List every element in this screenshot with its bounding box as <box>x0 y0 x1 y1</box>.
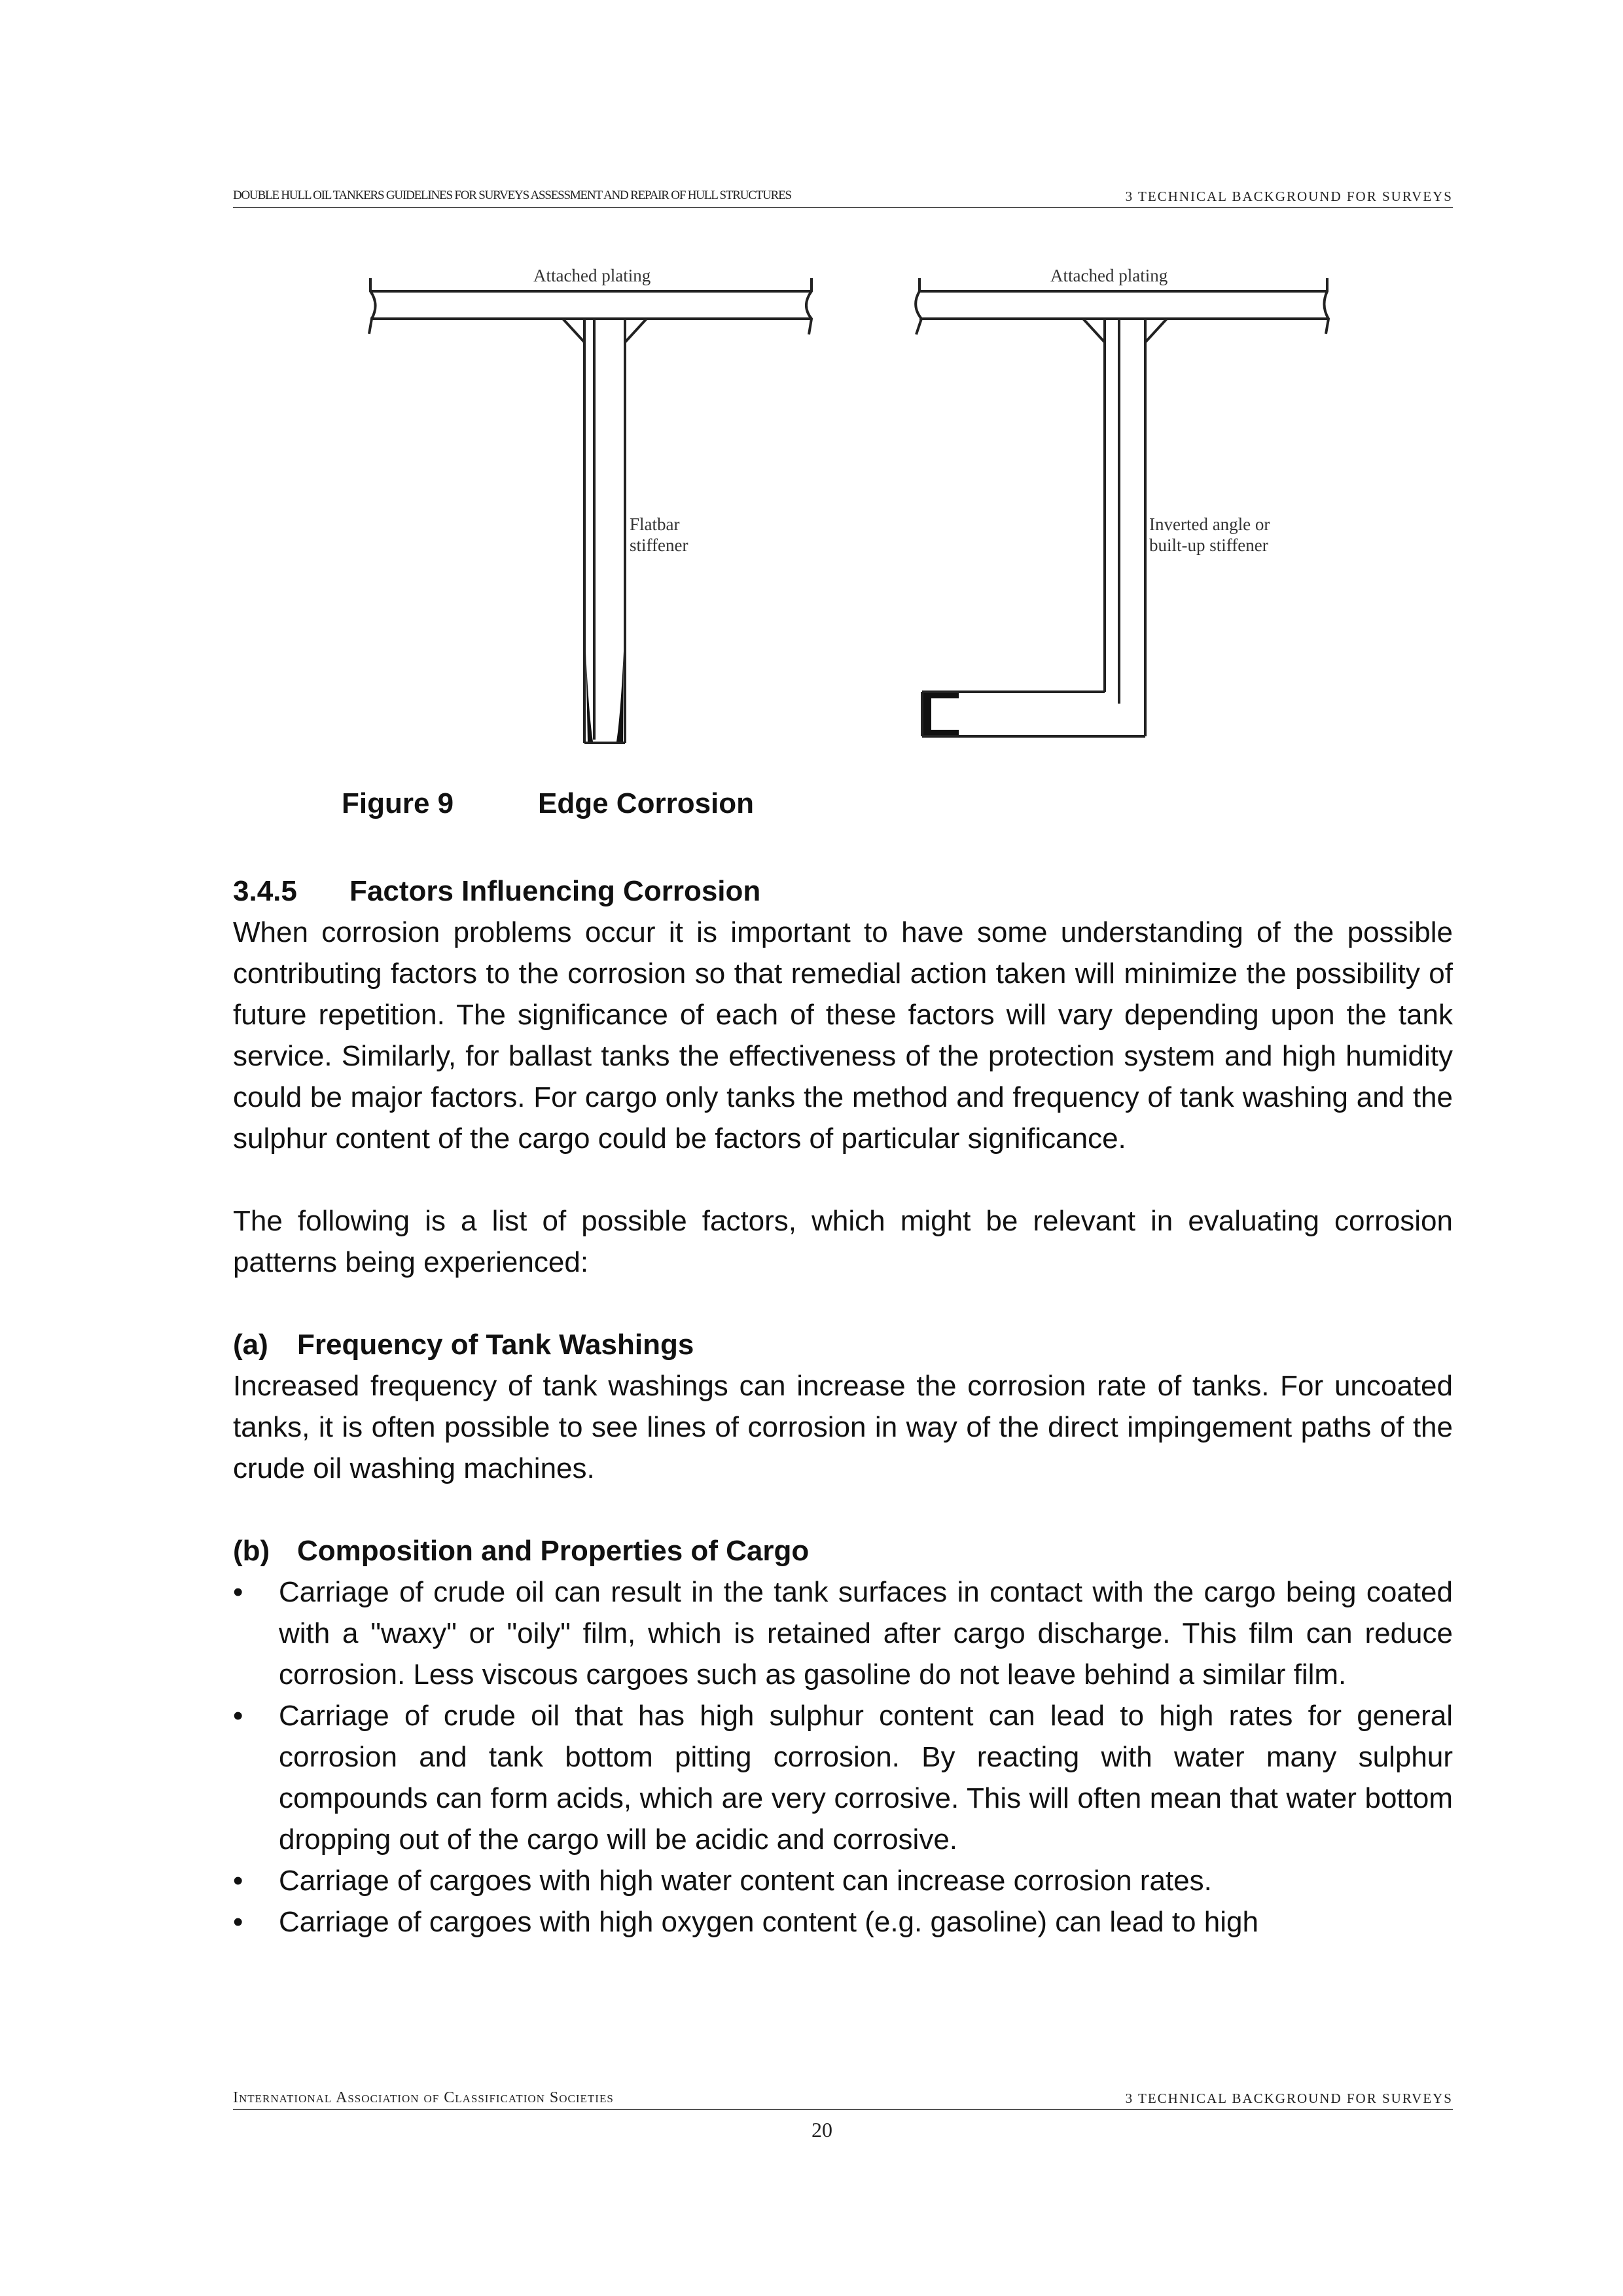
list-item: • Carriage of cargoes with high water content can increase corrosion rates. <box>233 1860 1453 1901</box>
subsection-b-heading <box>233 1530 1453 1571</box>
list-intro-paragraph: The following is a list of possible factors, which might be relevant in evaluating corrosion patterns being experienced: <box>233 1205 1453 1278</box>
list-item: • Carriage of crude oil can result in the tank surfaces in contact with the cargo being coated with a "waxy" or "oily" film, which is retained after cargo discharge. This film can reduce corrosion. Less viscous cargoes such as gasoline do not leave behind a similar film. <box>233 1571 1453 1695</box>
figure-caption-number: Figure 9 <box>342 787 454 819</box>
left-attached-plating <box>369 278 812 334</box>
main-content <box>233 870 1453 1943</box>
bullet-icon: • <box>233 1865 243 1897</box>
right-attached-plating <box>916 278 1329 334</box>
section-heading <box>233 870 1453 912</box>
edge-corrosion-figure <box>366 259 1335 776</box>
bullet-icon: • <box>233 1576 243 1608</box>
left-stiffener-label-line1: Flatbar <box>630 514 680 534</box>
edge-corrosion-marks <box>586 651 959 742</box>
intro-paragraph: When corrosion problems occur it is important to have some understanding of the possible contributing factors to the corrosion so that remedial action taken will minimize the possibility of future repetition. The significance of each of these factors will vary depending upon the tank service. Similarly, for ballast tanks the effectiveness of the protection system and high humidity could be major factors. For cargo only tanks the method and frequency of tank washing and the sulphur content of the cargo could be factors of particular significance. <box>233 916 1453 1155</box>
subsection-a-paragraph: Increased frequency of tank washings can increase the corrosion rate of tanks. For uncoated tanks, it is often possible to see lines of corrosion in way of the direct impingement paths of the crude oil washing machines. <box>233 1370 1453 1484</box>
left-plating-label: Attached plating <box>533 266 651 285</box>
page-number: 20 <box>812 2118 832 2142</box>
bullet-icon: • <box>233 1906 243 1938</box>
figure-caption-title: Edge Corrosion <box>538 787 755 819</box>
section-number: 3.4.5 <box>233 875 297 907</box>
right-plating-label: Attached plating <box>1050 266 1168 285</box>
page-header <box>233 185 1453 208</box>
subsection-b-title: Composition and Properties of Cargo <box>297 1535 810 1567</box>
right-stiffener-label-line1: Inverted angle or <box>1149 514 1270 534</box>
subsection-a-letter: (a) <box>233 1329 268 1361</box>
footer-organization: International Association of Classification Societies <box>233 2089 614 2106</box>
list-item: • Carriage of cargoes with high oxygen content (e.g. gasoline) can lead to high <box>233 1901 1453 1943</box>
right-angle-stiffener <box>922 319 1167 736</box>
page-footer <box>233 2087 1453 2110</box>
right-stiffener-label-line2: built-up stiffener <box>1149 535 1268 555</box>
figure-caption <box>342 787 755 820</box>
subsection-a-title: Frequency of Tank Washings <box>297 1329 694 1361</box>
bullet-icon: • <box>233 1700 243 1732</box>
footer-section-title: 3 TECHNICAL BACKGROUND FOR SURVEYS <box>1125 2090 1453 2106</box>
subsection-a-heading <box>233 1324 1453 1365</box>
list-item: • Carriage of crude oil that has high sulphur content can lead to high rates for general corrosion and tank bottom pitting corrosion. By reacting with water many sulphur compounds can form acids, which are very corrosive. This will often mean that water bottom dropping out of the cargo will be acidic and corrosive. <box>233 1695 1453 1860</box>
header-document-title: DOUBLE HULL OIL TANKERS GUIDELINES FOR SURVEYS ASSESSMENT AND REPAIR OF HULL STRUCTURES <box>233 188 791 202</box>
subsection-b-letter: (b) <box>233 1535 270 1567</box>
section-title: Factors Influencing Corrosion <box>349 875 761 907</box>
header-section-title: 3 TECHNICAL BACKGROUND FOR SURVEYS <box>1125 188 1453 204</box>
left-stiffener-label-line2: stiffener <box>630 535 688 555</box>
cargo-factors-list <box>233 1571 1453 1943</box>
